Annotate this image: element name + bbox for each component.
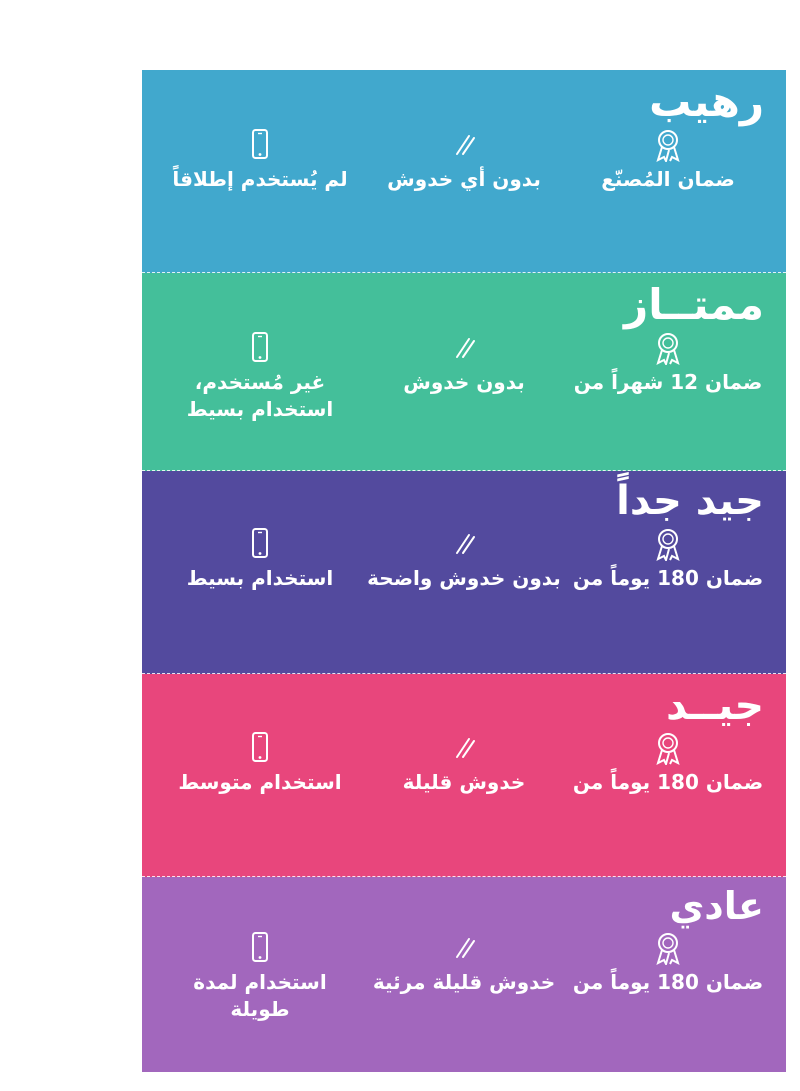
tier-row bbox=[142, 877, 786, 1072]
tier-column-text: ضمان 180 يوماً من bbox=[572, 970, 764, 995]
tier-column-warranty bbox=[566, 931, 770, 996]
tier-column-scratches bbox=[362, 931, 566, 996]
tier-column-usage bbox=[158, 731, 362, 796]
tier-column-scratches bbox=[362, 331, 566, 396]
tier-column-usage bbox=[158, 128, 362, 193]
tier-column-text: استخدام متوسط bbox=[178, 770, 342, 795]
tier-columns bbox=[142, 126, 786, 203]
condition-tier-list bbox=[142, 70, 786, 1072]
tier-title: عادي bbox=[669, 884, 764, 928]
tier-column-scratches bbox=[362, 731, 566, 796]
tier-row bbox=[142, 471, 786, 674]
warranty-ribbon-icon bbox=[653, 128, 683, 162]
tier-row bbox=[142, 273, 786, 471]
warranty-ribbon-icon bbox=[653, 527, 683, 561]
tier-column-text: ضمان 12 شهراً من bbox=[573, 370, 763, 395]
tier-column-usage bbox=[158, 331, 362, 422]
tier-columns bbox=[142, 929, 786, 1032]
scratch-lines-icon bbox=[447, 731, 481, 765]
smartphone-icon bbox=[249, 931, 271, 965]
warranty-ribbon-icon bbox=[653, 931, 683, 965]
tier-column-warranty bbox=[566, 128, 770, 193]
tier-row bbox=[142, 70, 786, 273]
tier-title: ممتــاز bbox=[624, 280, 764, 329]
tier-column-warranty bbox=[566, 331, 770, 396]
tier-column-scratches bbox=[362, 128, 566, 193]
poster-gold-border bbox=[28, 10, 772, 1081]
tier-column-warranty bbox=[566, 527, 770, 592]
tier-column-text: استخدام بسيط bbox=[186, 566, 334, 591]
smartphone-icon bbox=[249, 731, 271, 765]
tier-column-text: ضمان 180 يوماً من bbox=[572, 566, 764, 591]
scratch-lines-icon bbox=[447, 931, 481, 965]
warranty-ribbon-icon bbox=[653, 331, 683, 365]
tier-column-text: خدوش قليلة bbox=[402, 770, 526, 795]
smartphone-icon bbox=[249, 128, 271, 162]
tier-column-text: استخدام لمدة طويلة bbox=[193, 970, 327, 1021]
tier-columns bbox=[142, 525, 786, 602]
tier-row bbox=[142, 674, 786, 877]
tier-column-usage bbox=[158, 931, 362, 1022]
scratch-lines-icon bbox=[447, 527, 481, 561]
tier-column-scratches bbox=[362, 527, 566, 592]
scratch-lines-icon bbox=[447, 331, 481, 365]
tier-column-text: بدون خدوش واضحة bbox=[367, 566, 561, 591]
tier-title: جيــد bbox=[666, 681, 764, 729]
tier-title: جيد جداً bbox=[616, 478, 764, 524]
tier-column-text: ضمان المُصنّع bbox=[601, 167, 735, 192]
tier-column-text: غير مُستخدم، استخدام بسيط bbox=[186, 370, 334, 421]
warranty-ribbon-icon bbox=[653, 731, 683, 765]
poster-inner-area bbox=[64, 28, 792, 1083]
tier-columns bbox=[142, 329, 786, 432]
tier-column-text: ضمان 180 يوماً من bbox=[572, 770, 764, 795]
tier-columns bbox=[142, 729, 786, 806]
tier-column-text: بدون أي خدوش bbox=[387, 167, 541, 192]
tier-column-warranty bbox=[566, 731, 770, 796]
scratch-lines-icon bbox=[447, 128, 481, 162]
smartphone-icon bbox=[249, 527, 271, 561]
tier-title: رهيب bbox=[649, 77, 764, 126]
smartphone-icon bbox=[249, 331, 271, 365]
tier-column-text: خدوش قليلة مرئية bbox=[372, 970, 556, 995]
tier-column-text: لم يُستخدم إطلاقاً bbox=[172, 167, 348, 192]
tier-column-text: بدون خدوش bbox=[403, 370, 525, 395]
tier-column-usage bbox=[158, 527, 362, 592]
